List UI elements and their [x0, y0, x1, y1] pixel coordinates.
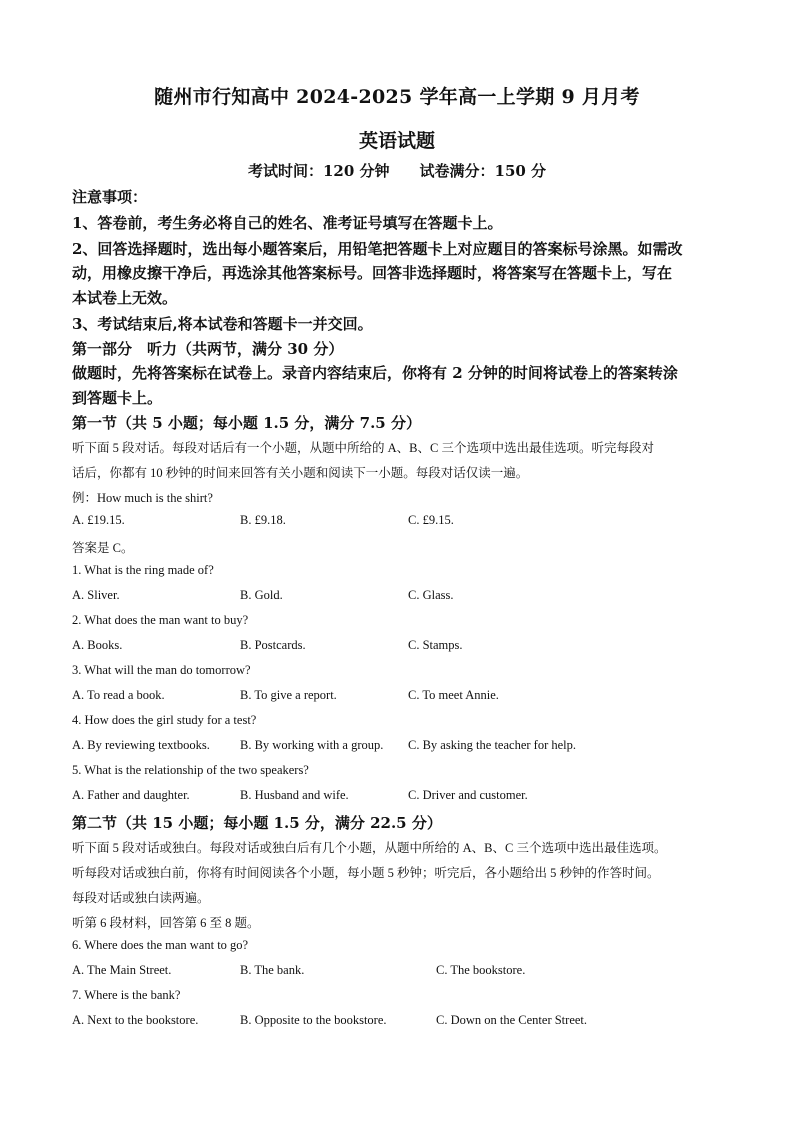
q6-option-a: A. The Main Street.: [72, 963, 172, 977]
exam-info: [0, 160, 794, 181]
notes-item: 1、答卷前，考生务必将自己的姓名、准考证号填写在答题卡上。: [72, 214, 503, 232]
section2-instruction: 每段对话或独白读两遍。: [72, 891, 210, 905]
example-question: 例：How much is the shirt?: [72, 491, 213, 505]
q7-option-c: C. Down on the Center Street.: [436, 1013, 588, 1027]
q4-option-b: B. By working with a group.: [240, 738, 384, 752]
example-option-c: C. £9.15.: [408, 513, 454, 527]
q3-option-c: C. To meet Annie.: [408, 688, 499, 702]
q7-option-a: A. Next to the bookstore.: [72, 1013, 199, 1027]
notes-item: 动，用橡皮擦干净后，再选涂其他答案标号。回答非选择题时，将答案写在答题卡上，写在: [72, 264, 673, 282]
q2-option-c: C. Stamps.: [408, 638, 463, 652]
part1-instruction: 到答题卡上。: [72, 389, 163, 407]
q6-option-c: C. The bookstore.: [436, 963, 526, 977]
exam-score: 试卷满分：150 分: [419, 162, 547, 180]
section2-heading: 第二节（共 15 小题；每小题 1.5 分，满分 22.5 分）: [72, 814, 442, 832]
notes-heading: 注意事项：: [72, 188, 148, 206]
section2-instruction: 听每段对话或独白前，你将有时间阅读各个小题，每小题 5 秒钟；听完后，各小题给出 5 秒钟的作答时间。: [72, 866, 660, 880]
exam-time: 考试时间：120 分钟: [247, 162, 390, 180]
q3-option-a: A. To read a book.: [72, 688, 165, 702]
example-answer: 答案是 C。: [72, 541, 134, 555]
q2-option-b: B. Postcards.: [240, 638, 306, 652]
section2-instruction: 听下面 5 段对话或独白。每段对话或独白后有几个小题，从题中所给的 A、B、C 三个选项中选出最佳选项。: [72, 841, 667, 855]
q5-option-a: A. Father and daughter.: [72, 788, 190, 802]
example-option-b: B. £9.18.: [240, 513, 286, 527]
part1-instruction: 做题时，先将答案标在试卷上。录音内容结束后，你将有 2 分钟的时间将试卷上的答案转涂: [72, 364, 678, 382]
subject-title: 英语试题: [358, 130, 435, 152]
example-option-a: A. £19.15.: [72, 513, 125, 527]
q7-option-b: B. Opposite to the bookstore.: [240, 1013, 387, 1027]
question-7: 7. Where is the bank?: [72, 988, 181, 1002]
material-note: 听第 6 段材料，回答第 6 至 8 题。: [72, 916, 260, 930]
q4-option-a: A. By reviewing textbooks.: [72, 738, 210, 752]
question-2: 2. What does the man want to buy?: [72, 613, 249, 627]
notes-item: 2、回答选择题时，选出每小题答案后，用铅笔把答题卡上对应题目的答案标号涂黑。如需改: [72, 240, 683, 258]
q6-option-b: B. The bank.: [240, 963, 305, 977]
notes-item: 本试卷上无效。: [72, 289, 178, 307]
q5-option-b: B. Husband and wife.: [240, 788, 349, 802]
part1-heading: 第一部分 听力（共两节，满分 30 分）: [72, 340, 344, 358]
question-4: 4. How does the girl study for a test?: [72, 713, 257, 727]
exam-title: 随州市行知高中 2024-2025 学年高一上学期 9 月月考: [154, 86, 640, 108]
q4-option-c: C. By asking the teacher for help.: [408, 738, 577, 752]
question-6: 6. Where does the man want to go?: [72, 938, 249, 952]
q1-option-c: C. Glass.: [408, 588, 454, 602]
section1-instruction: 听下面 5 段对话。每段对话后有一个小题，从题中所给的 A、B、C 三个选项中选出最佳选项。听完每段对: [72, 441, 654, 455]
question-3: 3. What will the man do tomorrow?: [72, 663, 251, 677]
q1-option-b: B. Gold.: [240, 588, 283, 602]
q2-option-a: A. Books.: [72, 638, 123, 652]
section1-instruction: 话后，你都有 10 秒钟的时间来回答有关小题和阅读下一小题。每段对话仅读一遍。: [72, 466, 529, 480]
notes-item: 3、考试结束后,将本试卷和答题卡一并交回。: [72, 315, 373, 333]
q1-option-a: A. Sliver.: [72, 588, 120, 602]
question-1: 1. What is the ring made of?: [72, 563, 214, 577]
q3-option-b: B. To give a report.: [240, 688, 337, 702]
q5-option-c: C. Driver and customer.: [408, 788, 528, 802]
section1-heading: 第一节（共 5 小题；每小题 1.5 分，满分 7.5 分）: [72, 414, 421, 432]
question-5: 5. What is the relationship of the two speakers?: [72, 763, 309, 777]
